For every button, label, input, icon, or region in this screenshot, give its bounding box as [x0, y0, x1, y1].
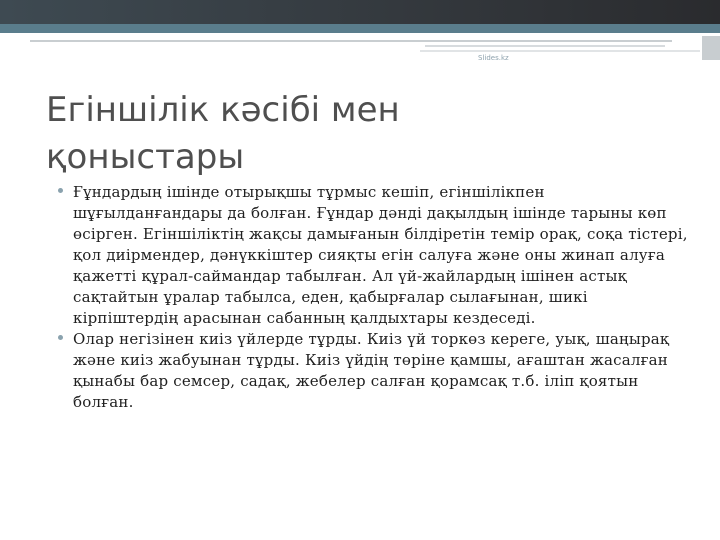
bullet-icon [58, 335, 63, 340]
decorative-line [30, 40, 672, 42]
bullet-text: Олар негізінен киіз үйлерде тұрды. Киіз үй торкөз кереге, уық, шаңырақ және киіз жабуынан тұрды. Киіз үйдің төріне қамшы, ағаштан жасалған қынабы бар семсер, садақ, жебелер салған қорамсақ т.б. іліп қоятын болған. [73, 330, 670, 411]
decorative-line [425, 45, 665, 47]
slide-title: Егіншілік кәсібі мен қоныстары [46, 90, 400, 177]
decorative-line [420, 50, 700, 52]
bullet-item [0, 182, 720, 329]
top-header-band [0, 0, 720, 24]
top-accent-stripe [0, 24, 720, 33]
bullet-text: Ғұндардың ішінде отырықшы тұрмыс кешіп, егіншілікпен шұғылданғандары да болған. Ғұндар дәнді дақылдың ішінде тарыны көп өсірген. Егіншіліктің жақсы дамығанын білдіретін темір орақ, соқа тістері, қол диірмендер, дәнүккіштер сияқты егін салуға және оны жинап алуға қажетті құрал-саймандар табылған. Ал үй-жайлардың ішінен астық сақтайтын ұралар табылса, еден, қабырғалар сылағынан, шикі кірпіштердің арасынан сабанның қалдыхтары кездеседі. [73, 183, 688, 327]
decorative-block [702, 36, 720, 60]
bullet-list [0, 182, 720, 413]
bullet-item [0, 329, 720, 413]
bullet-icon [58, 188, 63, 193]
watermark-text: Slides.kz [478, 54, 509, 62]
